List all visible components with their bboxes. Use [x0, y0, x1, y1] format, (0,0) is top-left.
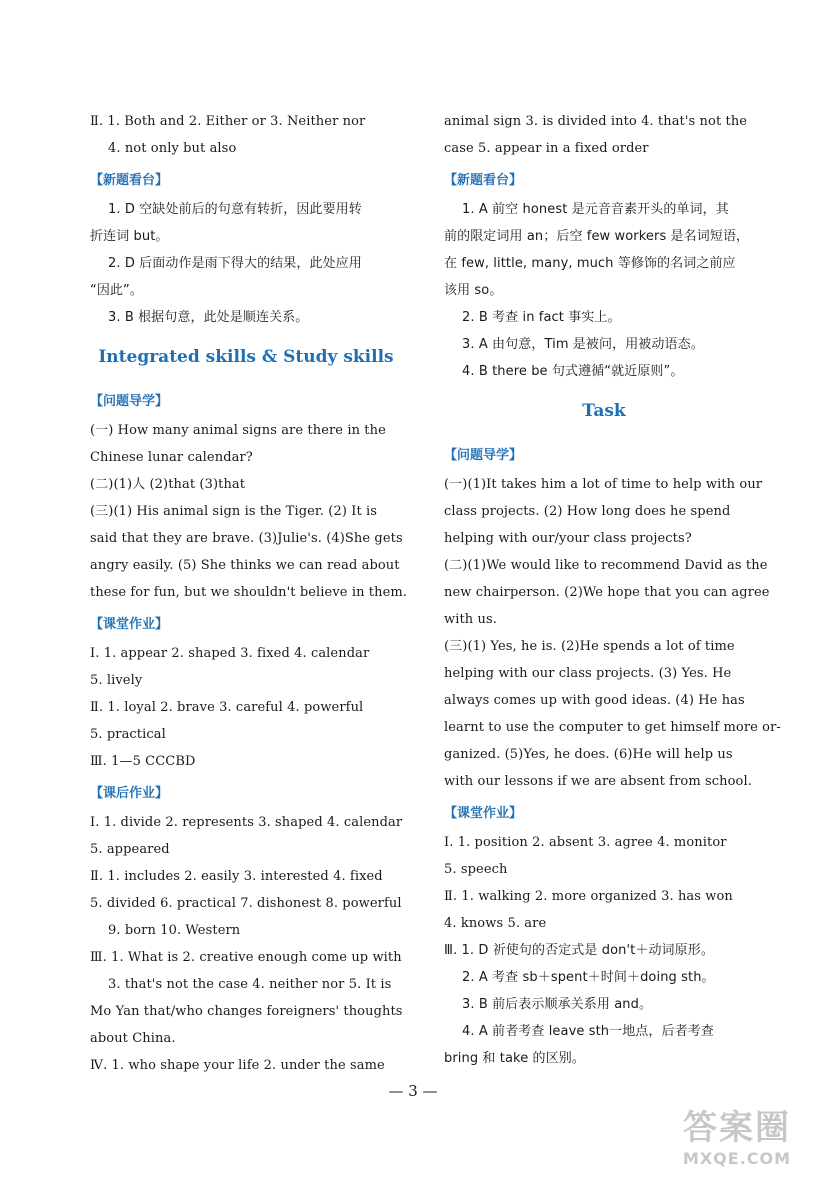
answer-line: class projects. (2) How long does he spend	[444, 504, 731, 519]
section-tag-kehou: 【课后作业】	[90, 786, 169, 801]
answer-line: (二)(1)人 (2)that (3)that	[90, 477, 246, 492]
answer-line: Ⅰ. 1. appear 2. shaped 3. fixed 4. calendar	[90, 646, 370, 661]
page-number: — 3 —	[388, 1082, 438, 1100]
answer-line: 1. D 空缺处前后的句意有转折，因此要用转	[108, 202, 362, 217]
answer-line: 3. B 前后表示顺承关系用 and。	[462, 997, 653, 1012]
answer-line: 5. lively	[90, 673, 143, 688]
answer-line: these for fun, but we shouldn't believe in them.	[90, 585, 408, 600]
answer-line: Ⅲ. 1. What is 2. creative enough come up with	[90, 950, 402, 965]
answer-line: animal sign 3. is divided into 4. that's not the	[444, 114, 748, 129]
answer-line: Ⅱ. 1. walking 2. more organized 3. has won	[444, 889, 733, 904]
watermark-url: MXQE.COM	[682, 1149, 792, 1168]
answer-line: 前的限定词用 an；后空 few workers 是名词短语，	[444, 229, 750, 244]
answer-line: Ⅰ. 1. position 2. absent 3. agree 4. monitor	[444, 835, 727, 850]
left-column	[90, 108, 408, 1079]
answer-line: 2. D 后面动作是雨下得大的结果，此处应用	[108, 256, 362, 271]
section-tag-ketang: 【课堂作业】	[444, 806, 523, 821]
answer-line: 4. not only but also	[108, 141, 237, 156]
watermark-logo	[662, 1100, 812, 1170]
answer-line: 3. A 由句意，Tim 是被问，用被动语态。	[462, 337, 704, 352]
answer-line: angry easily. (5) She thinks we can read about	[90, 558, 400, 573]
answer-line: 2. B 考查 in fact 事实上。	[462, 310, 621, 325]
answer-line: Ⅱ. 1. Both and 2. Either or 3. Neither nor	[90, 114, 366, 129]
answer-line: Ⅲ. 1—5 CCCBD	[90, 754, 196, 769]
right-column	[444, 108, 781, 1072]
answer-line: (三)(1) His animal sign is the Tiger. (2) It is	[90, 504, 378, 519]
answer-line: 5. speech	[444, 862, 508, 877]
section-tag-xinti: 【新题看台】	[90, 173, 169, 188]
answer-line: 2. A 考查 sb＋spent＋时间＋doing sth。	[462, 970, 715, 985]
answer-line: Ⅳ. 1. who shape your life 2. under the same	[90, 1058, 385, 1073]
answer-line: Ⅰ. 1. divide 2. represents 3. shaped 4. calendar	[90, 815, 403, 830]
section-tag-wenti: 【问题导学】	[444, 448, 523, 463]
answer-line: 9. born 10. Western	[108, 923, 241, 938]
answer-line: 3. B 根据句意，此处是顺连关系。	[108, 310, 309, 325]
section-tag-wenti: 【问题导学】	[90, 394, 169, 409]
answer-line: case 5. appear in a fixed order	[444, 141, 649, 156]
answer-line: about China.	[90, 1031, 176, 1046]
answer-line: with our lessons if we are absent from school.	[444, 774, 752, 789]
answer-line: with us.	[444, 612, 497, 627]
answer-line: Chinese lunar calendar?	[90, 450, 253, 465]
answer-line: 5. practical	[90, 727, 166, 742]
answer-line: 5. appeared	[90, 842, 170, 857]
section-title: Integrated skills & Study skills	[98, 347, 394, 367]
answer-line: Mo Yan that/who changes foreigners' thoughts	[90, 1004, 403, 1019]
section-tag-xinti: 【新题看台】	[444, 173, 523, 188]
answer-line: 3. that's not the case 4. neither nor 5. It is	[108, 977, 392, 992]
answer-line: (三)(1) Yes, he is. (2)He spends a lot of time	[444, 639, 735, 654]
answer-line: 该用 so。	[444, 283, 503, 298]
answer-line: helping with our class projects. (3) Yes. He	[444, 666, 732, 681]
answer-line: helping with our/your class projects?	[444, 531, 692, 546]
answer-line: Ⅱ. 1. loyal 2. brave 3. careful 4. powerful	[90, 700, 364, 715]
section-title: Task	[582, 401, 626, 421]
answer-line: Ⅱ. 1. includes 2. easily 3. interested 4. fixed	[90, 869, 383, 884]
answer-line: 折连词 but。	[90, 229, 169, 244]
answer-line: 4. A 前者考查 leave sth一地点，后者考查	[462, 1024, 714, 1039]
answer-line: new chairperson. (2)We hope that you can agree	[444, 585, 770, 600]
answer-line: 1. A 前空 honest 是元音音素开头的单词，其	[462, 202, 729, 217]
answer-line: learnt to use the computer to get himself more or-	[444, 720, 781, 735]
answer-line: 在 few, little, many, much 等修饰的名词之前应	[444, 256, 736, 271]
answer-line: ganized. (5)Yes, he does. (6)He will help us	[444, 747, 733, 762]
answer-line: said that they are brave. (3)Julie's. (4)She gets	[90, 531, 403, 546]
answer-line: bring 和 take 的区别。	[444, 1051, 585, 1066]
answer-line: 5. divided 6. practical 7. dishonest 8. powerful	[90, 896, 402, 911]
answer-line: Ⅲ. 1. D 祈使句的否定式是 don't＋动词原形。	[444, 943, 714, 958]
answer-line: 4. knows 5. are	[444, 916, 547, 931]
answer-line: 4. B there be 句式遵循“就近原则”。	[462, 364, 684, 379]
answer-line: (一) How many animal signs are there in the	[90, 423, 386, 438]
watermark-logo-text: 答案圈	[683, 1108, 791, 1148]
answer-line: always comes up with good ideas. (4) He has	[444, 693, 745, 708]
answer-line: (二)(1)We would like to recommend David as the	[444, 558, 768, 573]
answer-line: (一)(1)It takes him a lot of time to help with our	[444, 477, 763, 492]
answer-line: “因此”。	[90, 283, 143, 298]
section-tag-ketang: 【课堂作业】	[90, 617, 169, 632]
